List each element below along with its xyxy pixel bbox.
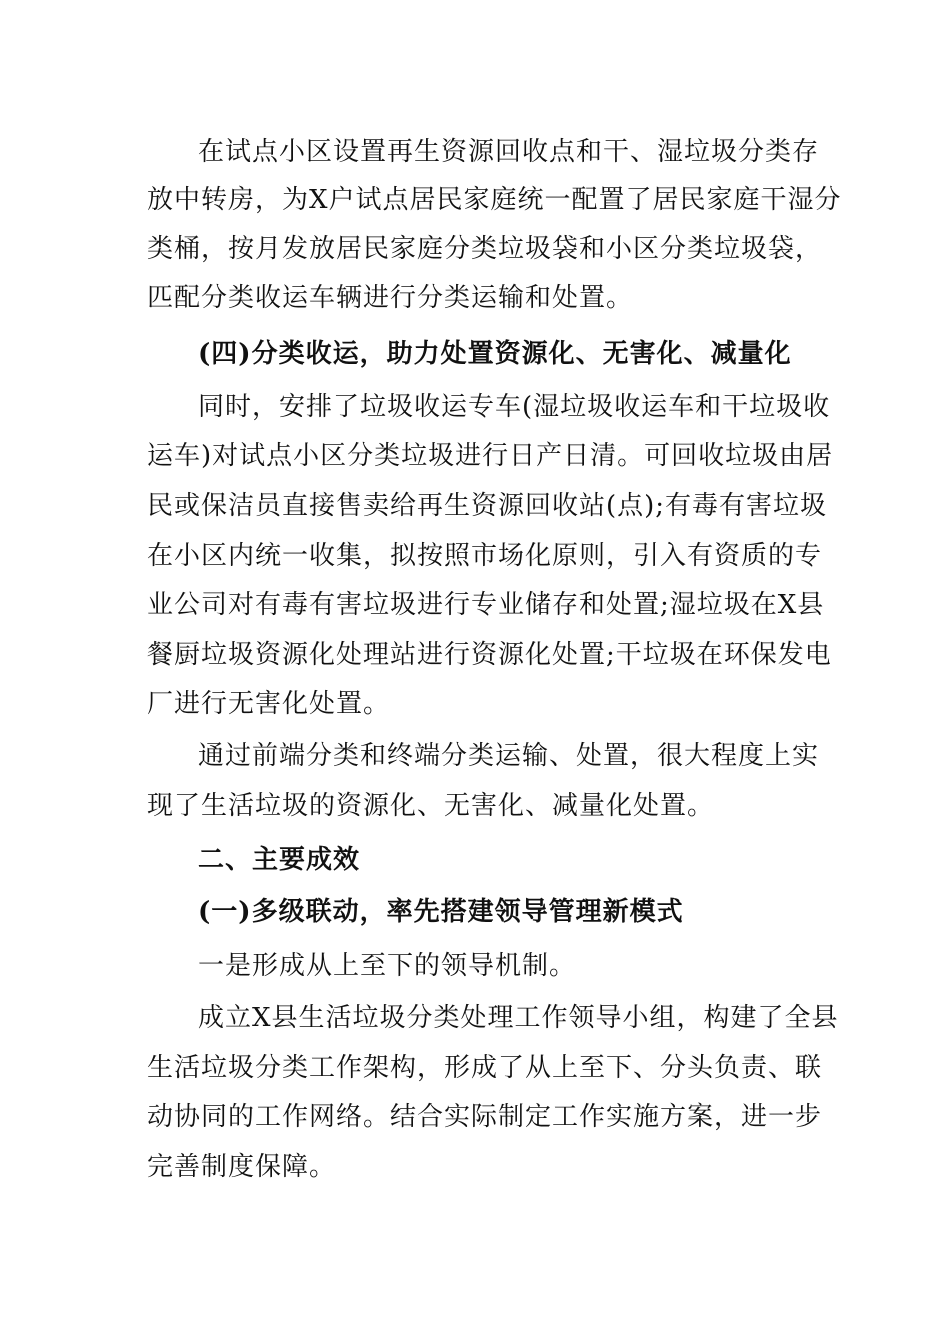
paragraph-1-line-2: 放中转房，为X户试点居民家庭统一配置了居民家庭干湿分	[147, 185, 842, 215]
paragraph-1-line-1: 在试点小区设置再生资源回收点和干、湿垃圾分类存	[198, 137, 820, 167]
paragraph-1-line-3: 类桶，按月发放居民家庭分类垃圾袋和小区分类垃圾袋，	[147, 234, 823, 264]
paragraph-2-line-7: 厂进行无害化处置。	[147, 689, 391, 719]
paragraph-5-line-2: 生活垃圾分类工作架构，形成了从上至下、分头负责、联	[147, 1053, 823, 1083]
paragraph-5-line-3: 动协同的工作网络。结合实际制定工作实施方案，进一步	[147, 1102, 823, 1132]
paragraph-2-line-3: 民或保洁员直接售卖给再生资源回收站(点);有毒有害垃圾	[147, 491, 828, 521]
paragraph-2-line-6: 餐厨垃圾资源化处理站进行资源化处置;干垃圾在环保发电	[147, 640, 832, 670]
paragraph-4-line-1: 一是形成从上至下的领导机制。	[198, 951, 577, 981]
section-heading-4: (四)分类收运，助力处置资源化、无害化、减量化	[198, 339, 792, 369]
paragraph-3-line-1: 通过前端分类和终端分类运输、处置，很大程度上实	[198, 741, 820, 771]
paragraph-2-line-4: 在小区内统一收集，拟按照市场化原则，引入有资质的专	[147, 541, 823, 571]
section-heading-2: 二、主要成效	[198, 845, 361, 875]
paragraph-5-line-4: 完善制度保障。	[147, 1152, 337, 1182]
paragraph-2-line-5: 业公司对有毒有害垃圾进行专业储存和处置;湿垃圾在X县	[147, 590, 825, 620]
paragraph-3-line-2: 现了生活垃圾的资源化、无害化、减量化处置。	[147, 791, 715, 821]
paragraph-1-line-4: 匹配分类收运车辆进行分类运输和处置。	[147, 283, 634, 313]
paragraph-2-line-2: 运车)对试点小区分类垃圾进行日产日清。可回收垃圾由居	[147, 441, 834, 471]
subsection-heading-1: (一)多级联动，率先搭建领导管理新模式	[198, 897, 684, 927]
paragraph-5-line-1: 成立X县生活垃圾分类处理工作领导小组，构建了全县	[198, 1003, 839, 1033]
paragraph-2-line-1: 同时，安排了垃圾收运专车(湿垃圾收运车和干垃圾收	[198, 392, 831, 422]
